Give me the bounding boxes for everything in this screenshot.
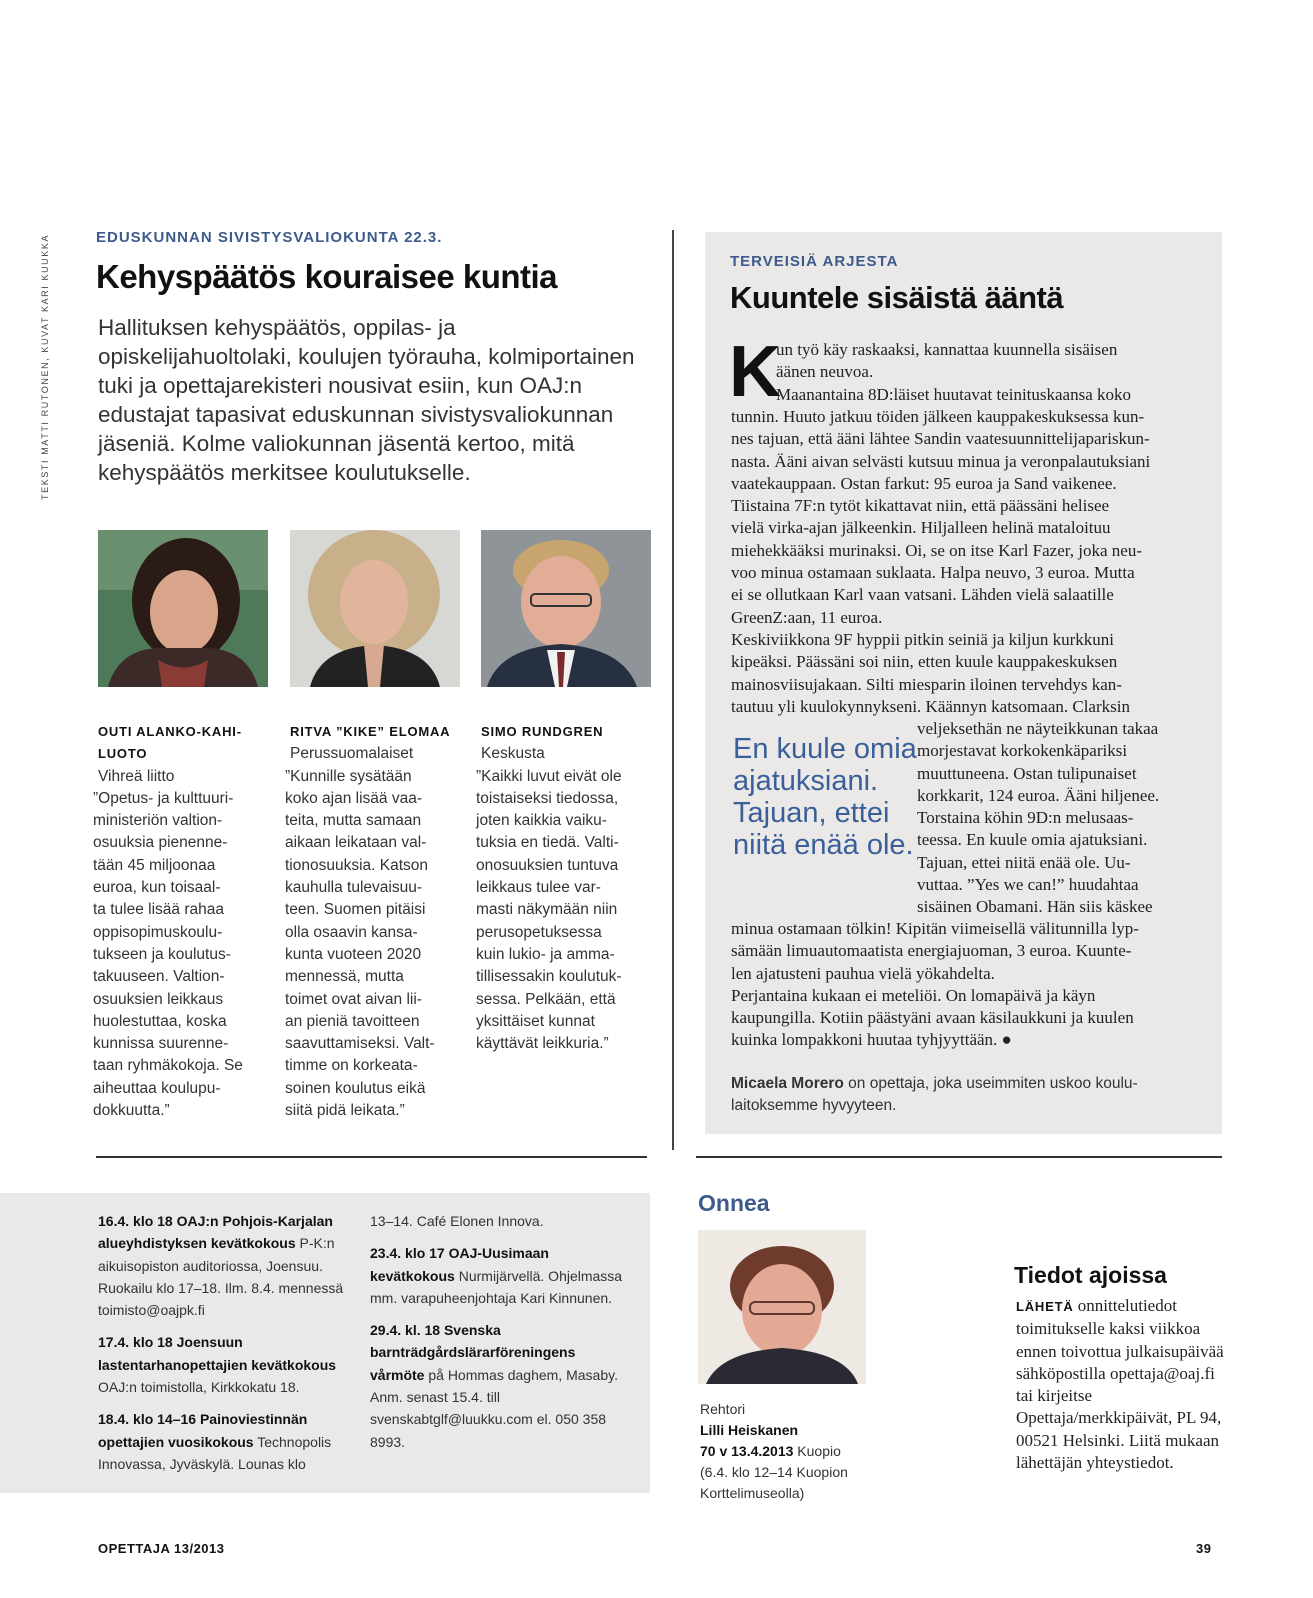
event-text: Technopolis Innovassa, Jyväskylä. Lounas klo [98,1433,332,1472]
portrait-simo [481,530,651,687]
person-ritva [285,721,465,1122]
person-party: Vihreä liitto [98,767,175,785]
portrait-lilli [698,1230,866,1384]
events-col-2 [370,1210,626,1463]
congrats-age-line [700,1441,890,1462]
event-title: 16.4. klo 18 OAJ:n Pohjois-Karjalan alueyhdistyksen kevätkokous [98,1213,333,1252]
event-text: OAJ:n toimistolla, Kirkkokatu 18. [98,1379,300,1396]
column-body-c [731,918,1221,1052]
congrats-age: 70 v 13.4.2013 [700,1443,794,1459]
column-intro-text: un työ käy raskaaksi, kannattaa kuunnella sisäisen äänen neuvoa. Maanantaina 8D:läiset huutavat teinituskaansa koko [776,340,1132,404]
rule-right [696,1156,1222,1158]
event-text: på Hommas daghem, Masaby. Anm. senast 15.4. till svenskabtglf@luukku.com el. 050 358 8993. [370,1366,618,1450]
event-text: 13–14. Café Elonen Innova. [370,1213,544,1229]
author-bio-text: on opettaja, joka useimmiten uskoo koulu- laitoksemme hyvyyteen. [731,1075,1138,1115]
congrats-details [700,1399,890,1504]
congrats-place: Kuopio [793,1443,841,1459]
event-item [98,1210,350,1321]
footer-page-number: 39 [1196,1541,1212,1556]
column-body-a [731,406,1221,718]
rule-left [96,1156,647,1158]
event-text: P-K:n aikuisopiston auditoriossa, Joensuu. Ruokailu klo 17–18. Ilm. 8.4. mennessä toimisto@oajpk.fi [98,1235,344,1319]
photo-credit: TEKSTI MATTI RUTONEN, KUVAT KARI KUUKKA [40,233,50,500]
column-text-b: veljeksethän ne näyteikkunan takaa morjestavat korkokenkäpariksi muuttuneena. Ostan tulipunaiset korkkarit, 124 euroa. Ääni hiljenee. Torstaina köhin 9D:n melusaas- teessa. En kuule omia ajatuksiani. Tajuan, ettei niitä enää ole. Uu- vuttaa. ”Yes we can!” huudahtaa sisäinen Obamani. Hän siis käskee [917,719,1160,917]
person-name: RITVA ”KIKE” ELOMAA [290,724,451,739]
column-kicker: TERVEISIÄ ARJESTA [730,253,899,270]
column-body-b [917,718,1217,919]
footer-publication: OPETTAJA 13/2013 [98,1541,225,1556]
events-col-1 [98,1210,350,1485]
person-party: Keskusta [481,745,545,763]
event-item [370,1319,626,1453]
pull-quote: En kuule omia ajatuksiani. Tajuan, ettei niitä enää ole. [733,733,917,861]
person-simo [476,721,659,1055]
portrait-outi [98,530,268,687]
column-headline: Kuuntele sisäistä ääntä [730,280,1064,315]
article-headline: Kehyspäätös kouraisee kuntia [96,258,558,295]
column-text-c: minua ostamaan tölkin! Kipitän viimeisellä välitunnilla lyp- sämään limuautomaatista energiajuoman, 3 euroa. Kuunte- len ajatusteni pauhua vielä yökahdelta. Perjantaina kukaan ei meteliöi. On lomapäivä ja käyn kaupungilla. Kotiin päästyäni avaan käsilaukkuni ja kuulen kuinka lompakkoni huutaa tyhjyyttään. ● [731,919,1139,1050]
person-quote: ”Opetus- ja kulttuuri- ministeriön valtion- osuuksia pienenne- tään 45 miljoonaa euroa, kun toisaal- ta tulee lisää rahaa oppisopimuskoulu- tukseen ja koulutus- takuuseen. Valtion- osuuksien leikkaus huolestuttaa, koska kunnissa suurenne- taan ryhmäkokoja. Se aiheuttaa koulupu- dokkuutta.” [93,789,243,1120]
info-title: Tiedot ajoissa [1014,1262,1167,1288]
event-title: 29.4. kl. 18 Svenska barnträdgårdslärarföreningens vårmöte [370,1322,576,1383]
column-text-a: tunnin. Huuto jatkuu töiden jälkeen kauppakeskuksessa kun- nes tajuan, että ääni lähtee Sandin vaatesuunnittelijapariskun- nasta. Ääni aivan selvästi kutsuu minua ja veronpalautuksiani vaatekauppaan. Ostan farkut: 95 euroa ja Sand vaikenee. Tiistaina 7F:n tytöt kikattavat niin, että päässäni helisee vielä virka-ajan jälkeenkin. Hiljalleen helinä mataloituu miehekkääksi murinaksi. Oi, se on itse Karl Fazer, joka neu- voo minua ostamaan suklaata. Halpa neuvo, 3 euroa. Mutta ei se ollutkaan Karl vaan vatsani. Lähden vielä salaatille GreenZ:aan, 11 euroa. Keskiviikkona 9F hyppii pitkin seiniä ja kiljun kurkkuni kipeäksi. Päässäni soi niin, etten kuule kauppakeskuksen mainosviisujakaan. Silti miesparin iloinen tervehdys kan- tautuu yli kuulokynnykseni. Käännyn katsomaan. Clarksin [731,407,1151,716]
person-outi [93,721,273,1122]
person-party: Perussuomalaiset [290,745,414,763]
person-quote: ”Kaikki luvut eivät ole toistaiseksi tiedossa, joten kaikkia vaiku- tuksia en tiedä. Valti- onosuuksien tuntuva leikkaus tulee var- masti näkymään niin perusopetuksessa kuin lukio- ja amma- tillisessakin koulutuk- sessa. Pelkään, että yksittäiset kunnat käyttävät leikkuria.” [476,767,622,1053]
person-quote: ”Kunnille sysätään koko ajan lisää vaa- teita, mutta samaan aikaan leikataan val- tionosuuksia. Katson kauhulla tulevaisuu- teen. Suomen pitäisi olla osaavin kansa- kunta vuoteen 2020 mennessä, mutta toimet ovat aivan lii- an pieniä tavoitteen saavuttamiseksi. Valt- timme on korkeata- soinen koulutus eikä siitä pidä leikata.” [285,767,435,1120]
author-name: Micaela Morero [731,1075,844,1092]
event-title: 23.4. klo 17 OAJ-Uusimaan kevätkokous [370,1245,549,1284]
column-divider [672,230,674,1150]
congrats-title: Onnea [698,1190,770,1216]
article-kicker: EDUSKUNNAN SIVISTYSVALIOKUNTA 22.3. [96,229,443,246]
event-title: 17.4. klo 18 Joensuun lastentarhanopettajien kevätkokous [98,1334,337,1373]
event-item [370,1210,626,1232]
author-bio [731,1073,1211,1118]
event-item [370,1242,626,1309]
event-title: 18.4. klo 14–16 Painoviestinnän opettajien vuosikokous [98,1411,308,1450]
congrats-name: Lilli Heiskanen [700,1422,799,1438]
event-item [98,1331,350,1398]
info-lead-word: LÄHETÄ [1016,1299,1074,1314]
event-item [98,1408,350,1475]
column-intro [776,339,1216,406]
congrats-role: Rehtori [700,1401,746,1417]
drop-cap: K [729,332,781,412]
info-text [1016,1295,1226,1474]
person-name: OUTI ALANKO-KAHI- LUOTO [98,724,242,762]
person-name: SIMO RUNDGREN [481,724,604,739]
info-body: onnittelutiedot toimitukselle kaksi viikkoa ennen toivottua julkaisupäivää sähköpostilla opettaja@oaj.fi tai kirjeitse Opettaja/merkkipäivät, PL 94, 00521 Helsinki. Liitä mukaan lähettäjän yhteystiedot. [1016,1296,1224,1473]
event-text: Nurmijärvellä. Ohjelmassa mm. varapuheenjohtaja Kari Kinnunen. [370,1267,623,1306]
article-lead: Hallituksen kehyspäätös, oppilas- ja opiskelijahuoltolaki, koulujen työrauha, kolmiportainen tuki ja opettajarekisteri nousivat esiin, kun OAJ:n edustajat tapasivat eduskunnan sivistysvaliokunnan jäseniä. Kolme valiokunnan jäsentä kertoo, mitä kehyspäätös merkitsee koulutukselle. [98,315,635,485]
portrait-ritva [290,530,460,687]
congrats-detail: (6.4. klo 12–14 Kuopion Korttelimuseolla) [700,1464,848,1501]
